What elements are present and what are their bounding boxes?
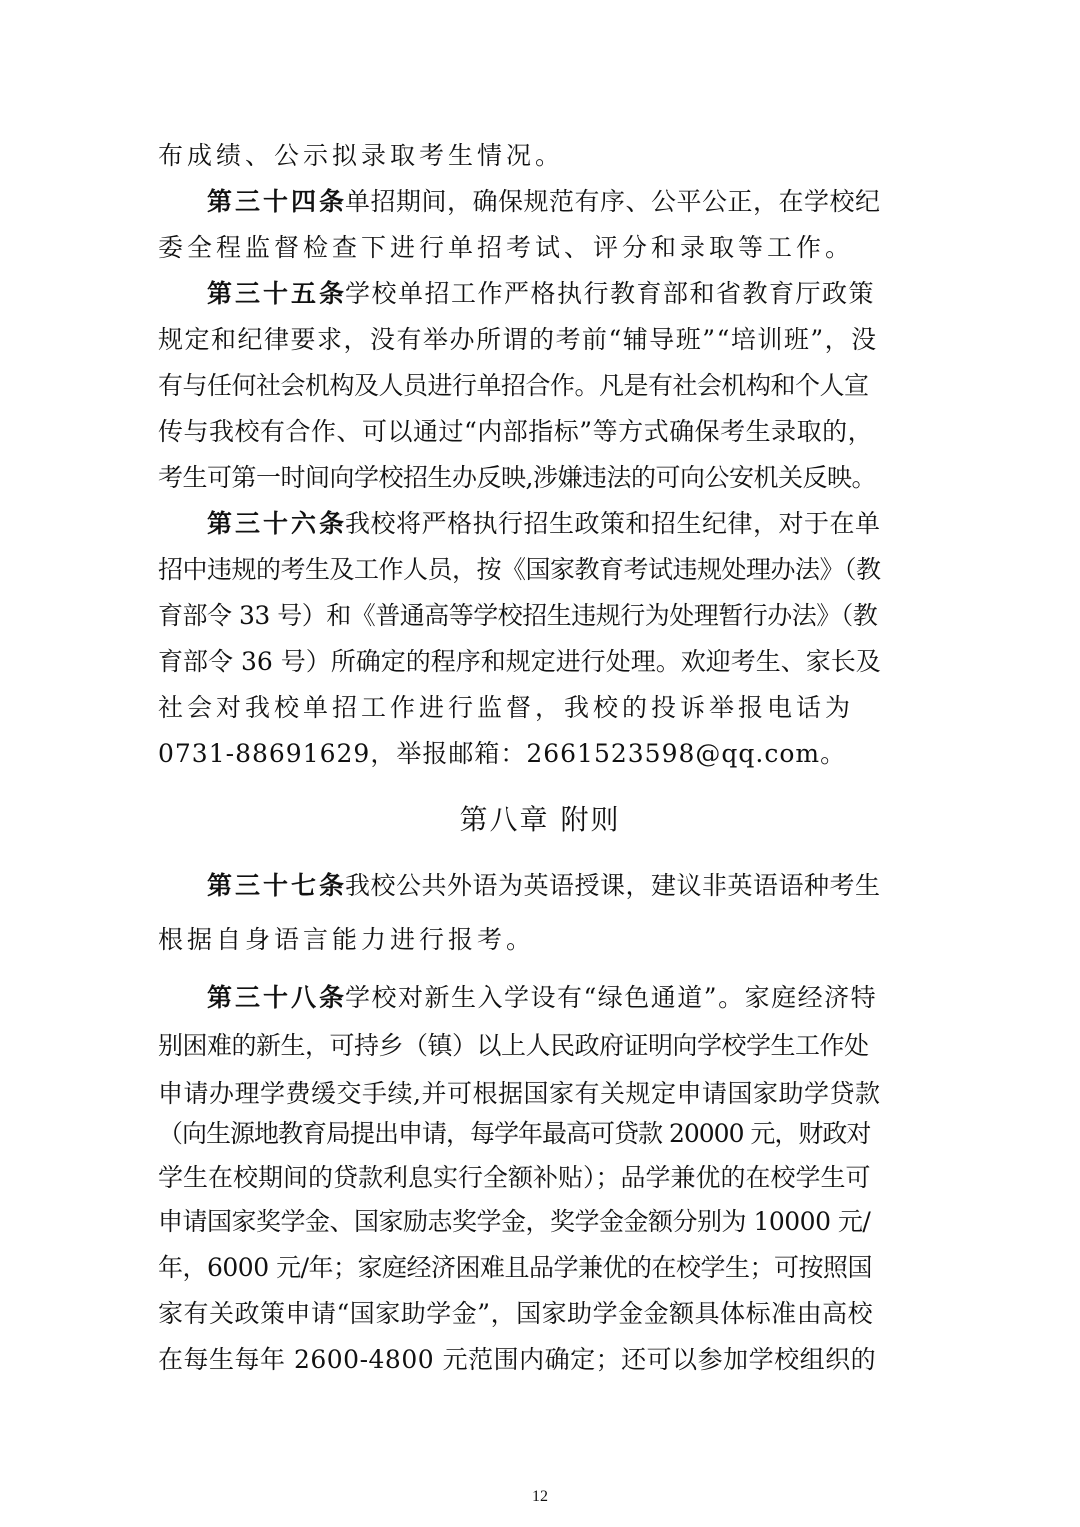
line-text: 考生可第一时间向学校招生办反映,涉嫌违法的可向公安机关反映。 xyxy=(158,463,876,492)
page-number: 12 xyxy=(532,1488,548,1505)
line-text: 有与任何社会机构及人员进行单招合作。凡是有社会机构和个人宣 xyxy=(158,371,869,400)
line-text: 育部令 33 号）和《普通高等学校招生违规行为处理暂行办法》（教 xyxy=(158,601,878,630)
line-text: 根据自身语言能力进行报考。 xyxy=(158,925,536,954)
line-text: 规定和纪律要求，没有举办所谓的考前“辅导班”“培训班”，没 xyxy=(158,325,878,354)
line-text: 单招期间，确保规范有序、公平公正，在学校纪 xyxy=(345,187,881,216)
line-text: 招中违规的考生及工作人员，按《国家教育考试违规处理办法》（教 xyxy=(158,555,881,584)
line-text: 0731-88691629，举报邮箱：2661523598@qq.com。 xyxy=(158,739,847,768)
article-heading: 第三十四条 xyxy=(207,187,348,216)
line-text: 申请办理学费缓交手续,并可根据国家有关规定申请国家助学贷款 xyxy=(158,1079,881,1108)
line-text: 别困难的新生，可持乡（镇）以上人民政府证明向学校学生工作处 xyxy=(158,1031,869,1060)
line-text: 我校将严格执行招生政策和招生纪律，对于在单 xyxy=(345,509,881,538)
line-text: 申请国家奖学金、国家励志奖学金，奖学金金额分别为 10000 元/ xyxy=(158,1207,871,1236)
line-text: 学校对新生入学设有“绿色通道”。家庭经济特 xyxy=(345,983,878,1012)
line-text: 年，6000 元/年；家庭经济困难且品学兼优的在校学生；可按照国 xyxy=(158,1253,872,1282)
line-text: 育部令 36 号）所确定的程序和规定进行处理。欢迎考生、家长及 xyxy=(158,647,881,676)
article-heading: 第三十五条 xyxy=(207,279,348,308)
line-text: 委全程监督检查下进行单招考试、评分和录取等工作。 xyxy=(158,233,855,262)
line-text: 社会对我校单招工作进行监督，我校的投诉举报电话为 xyxy=(158,693,855,722)
line-text: 在每生每年 2600-4800 元范围内确定；还可以参加学校组织的 xyxy=(158,1345,877,1374)
article-heading: 第三十八条 xyxy=(207,983,348,1012)
line-text: 学校单招工作严格执行教育部和省教育厅政策 xyxy=(345,279,876,308)
chapter-title: 第八章 附则 xyxy=(459,803,621,836)
line-text: 家有关政策申请“国家助学金”，国家助学金金额具体标准由高校 xyxy=(158,1299,874,1328)
line-text: 学生在校期间的贷款利息实行全额补贴）；品学兼优的在校学生可 xyxy=(158,1163,871,1192)
line-text: 我校公共外语为英语授课，建议非英语语种考生 xyxy=(345,871,881,900)
article-heading: 第三十七条 xyxy=(207,871,348,900)
line-text: 传与我校有合作、可以通过“内部指标”等方式确保考生录取的， xyxy=(158,417,874,446)
line-text: （向生源地教育局提出申请，每学年最高可贷款 20000 元，财政对 xyxy=(158,1119,871,1148)
line-text: 布成绩、公示拟录取考生情况。 xyxy=(158,141,565,170)
article-heading: 第三十六条 xyxy=(207,509,348,538)
